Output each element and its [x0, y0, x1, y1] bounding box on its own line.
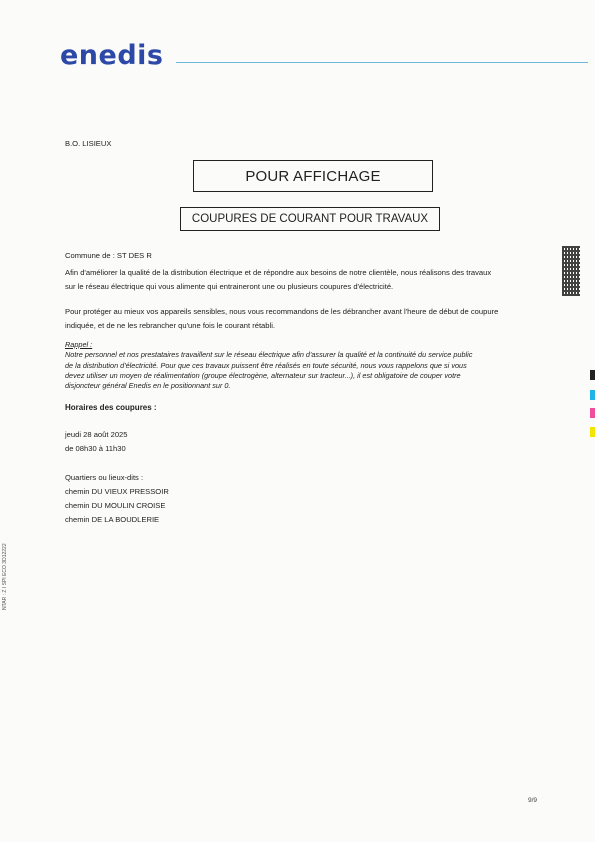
- rappel-line-2: de la distribution d'électricité. Pour que ces travaux puissent être réalisés en toute sécurité, nous vous rappelons que si vous: [65, 360, 467, 370]
- datamatrix-code: [562, 246, 580, 296]
- rappel-label: Rappel :: [65, 340, 93, 349]
- color-swatch-yellow: [590, 427, 595, 437]
- advice-line-2: indiquée, et de ne les rebrancher qu'une fois le courant rétabli.: [65, 321, 275, 330]
- header-rule: [176, 62, 588, 63]
- quartier-item: chemin DU VIEUX PRESSOIR: [65, 487, 169, 496]
- rappel-line-3: devez utiliser un moyen de réalimentation (groupe électrogène, alternateur sur tracteur...), il est obligatoire de couper votre: [65, 370, 461, 380]
- page-number: 9/9: [528, 797, 538, 804]
- quartier-item: chemin DE LA BOUDLERIE: [65, 515, 160, 524]
- page-subtitle: COUPURES DE COURANT POUR TRAVAUX: [191, 213, 429, 225]
- advice-paragraph: [65, 305, 543, 333]
- title-box: [193, 160, 433, 192]
- color-swatch-black: [590, 370, 595, 380]
- rappel-line-4: disjoncteur général Enedis en le positionnant sur 0.: [65, 381, 231, 391]
- quartiers-title: Quartiers ou lieux-dits :: [65, 473, 144, 482]
- rappel-block: [65, 340, 535, 391]
- horaires-title: Horaires des coupures :: [65, 403, 157, 412]
- subtitle-box: [180, 207, 440, 231]
- intro-line-1: Afin d'améliorer la qualité de la distribution électrique et de répondre aux besoins de notre clientèle, nous réalisons des travaux: [65, 268, 492, 277]
- outage-time: de 08h30 à 11h30: [65, 444, 126, 453]
- color-swatch-magenta: [590, 408, 595, 418]
- advice-line-1: Pour protéger au mieux vos appareils sensibles, nous vous recommandons de les débrancher avant l'heure de début de coupure: [65, 307, 499, 316]
- commune-label: Commune de : ST DES R: [65, 251, 152, 260]
- page-title: POUR AFFICHAGE: [245, 167, 381, 185]
- outage-date: jeudi 28 août 2025: [65, 430, 128, 439]
- enedis-logo: enedis: [60, 40, 164, 71]
- rappel-line-1: Notre personnel et nos prestataires travaillent sur le réseau électrique afin d'assurer la qualité et la continuité du service public: [65, 350, 473, 360]
- intro-line-2: sur le réseau électrique qui vous alimente qui entraineront une ou plusieurs coupures d'électricité.: [65, 282, 394, 291]
- bo-label: B.O. LISIEUX: [65, 139, 112, 148]
- margin-print-code: NTAR : Z I SPI ECO 3D12222: [2, 543, 8, 610]
- color-swatch-cyan: [590, 390, 595, 400]
- intro-paragraph: [65, 266, 543, 294]
- quartier-item: chemin DU MOULIN CROISE: [65, 501, 166, 510]
